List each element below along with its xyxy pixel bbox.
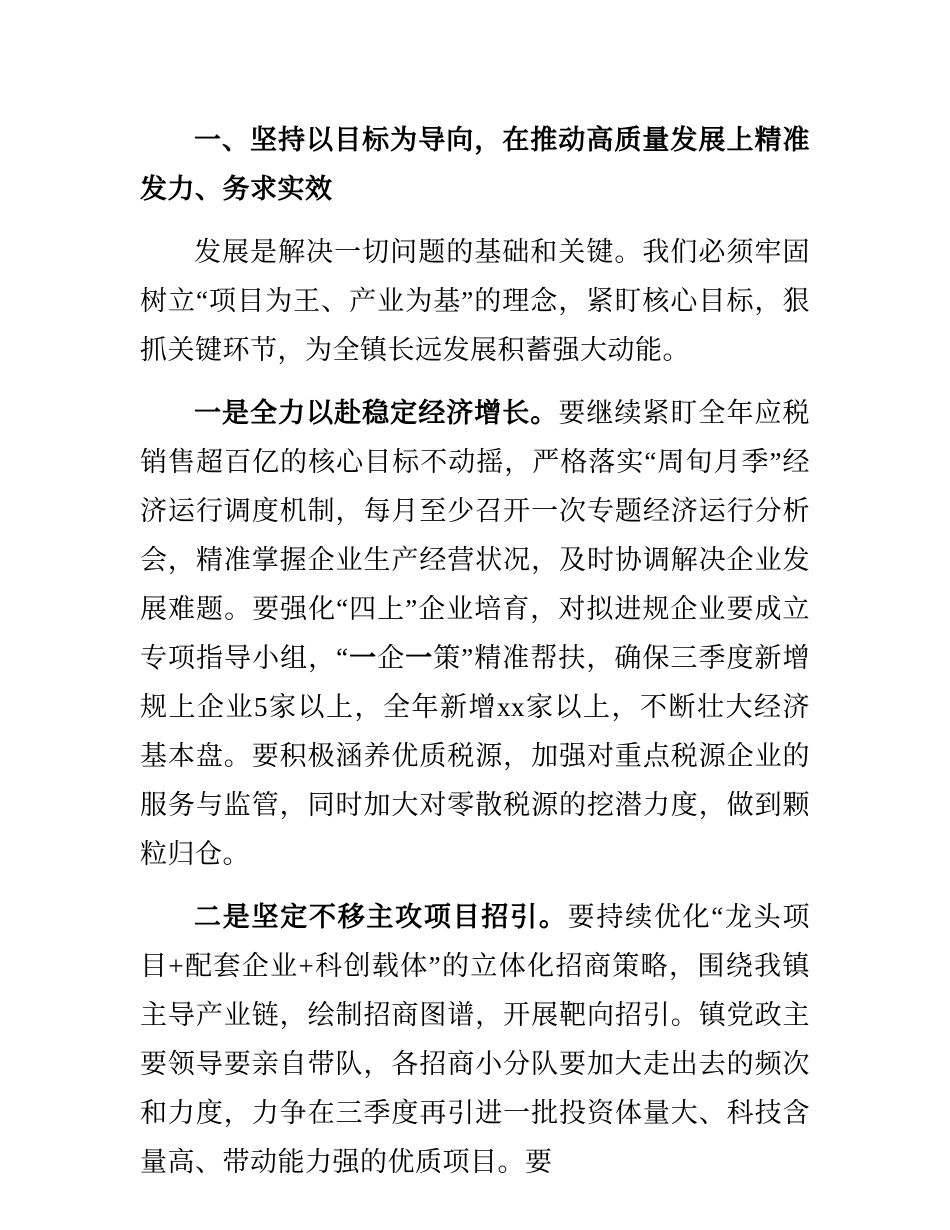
bold-text-run: 二是坚定不移主攻项目招引。 (194, 902, 568, 932)
document-body (140, 228, 810, 1187)
bold-text-run: 一 (405, 643, 434, 673)
section-heading: 一、坚持以目标为导向，在推动高质量发展上精准发力、务求实效 (140, 125, 810, 204)
bold-text-run: 一 (348, 643, 378, 673)
text-run: 发展是解决一切问题的基础和关键。我们必须牢固树立“项目为王、产业为基”的理念，紧盯核心目标，狠抓关键环节，为全镇长远发展积蓄强大动能。 (140, 237, 810, 365)
paragraph (140, 389, 810, 879)
text-run: 策”精准帮扶，确保三季度新增规上企业5家以上，全年新增xx家以上，不断壮大经济基本盘。要积极涵养优质税源，加强对重点税源企业的服务与监管，同时加大对零散税源的挖潜力度，做到颗粒归仓。 (140, 643, 811, 869)
text-run: 要继续紧盯全年应税销售超百亿的核心目标不动摇，严格落实“周旬月季”经济运行调度机制，每月至少召开一次专题经济运行分析会，精准掌握企业生产经营状况，及时协调解决企业发展难题。要强化“四上”企业培育，对拟进规企业要成立专项指导小组，“ (140, 398, 811, 673)
text-run: 要持续优化“龙头项目+配套企业+科创载体”的立体化招商策略，围绕我镇主导产业链，绘制招商图谱，开展靶向招引。镇党政主要领导要亲自带队，各招商小分队要加大走出去的频次和力度，力争在三季度再引进一批投资体量大、科技含量高、带动能力强的优质项目。要 (140, 902, 811, 1177)
paragraph (140, 893, 810, 1187)
bold-text-run: 一是全力以赴稳定经济增长。 (194, 398, 559, 428)
paragraph (140, 228, 810, 375)
text-run: 企 (377, 643, 406, 673)
